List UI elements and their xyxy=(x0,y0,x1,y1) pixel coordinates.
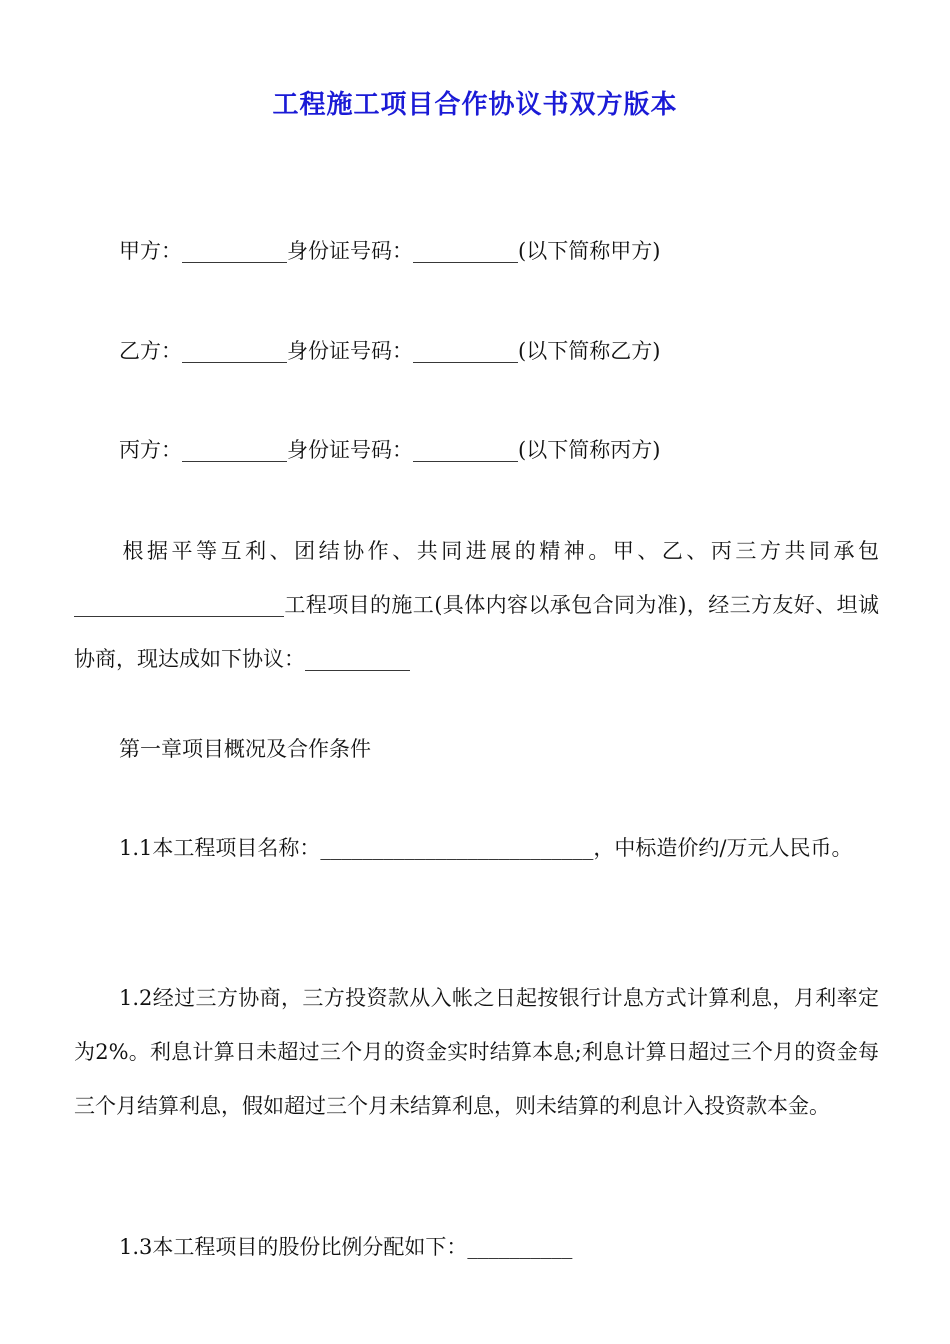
section-1-3 xyxy=(74,1220,879,1274)
section-1-2-text: 1.2经过三方协商，三方投资款从入帐之日起按银行计息方式计算利息，月利率定为2%。利息计算日未超过三个月的资金实时结算本息;利息计算日超过三个月的资金每三个月结算利息，假如超过三个月未结算利息，则未结算的利息计入投资款本金。 xyxy=(74,986,879,1118)
chapter-heading xyxy=(74,722,879,776)
section-1-1 xyxy=(74,821,879,875)
section-1-1-text: 1.1本工程项目名称：__________________________，中标造价约/万元人民币。 xyxy=(119,836,853,860)
document-title: 工程施工项目合作协议书双方版本 xyxy=(272,90,678,120)
intro-paragraph xyxy=(74,524,879,686)
chapter-title: 第一章项目概况及合作条件 xyxy=(119,737,371,761)
party-a-line: 甲方：__________身份证号码：__________(以下简称甲方) xyxy=(119,239,661,263)
intro-text: 根据平等互利、团结协作、共同进展的精神。甲、乙、丙三方共同承包____________________工程项目的施工(具体内容以承包合同为准)，经三方友好、坦诚协商，现达成如下协议：__________ xyxy=(74,539,879,671)
party-b-line: 乙方：__________身份证号码：__________(以下简称乙方) xyxy=(119,339,661,363)
section-1-2 xyxy=(74,971,879,1133)
party-c-line: 丙方：__________身份证号码：__________(以下简称丙方) xyxy=(119,438,661,462)
section-1-3-text: 1.3本工程项目的股份比例分配如下：__________ xyxy=(119,1235,573,1259)
